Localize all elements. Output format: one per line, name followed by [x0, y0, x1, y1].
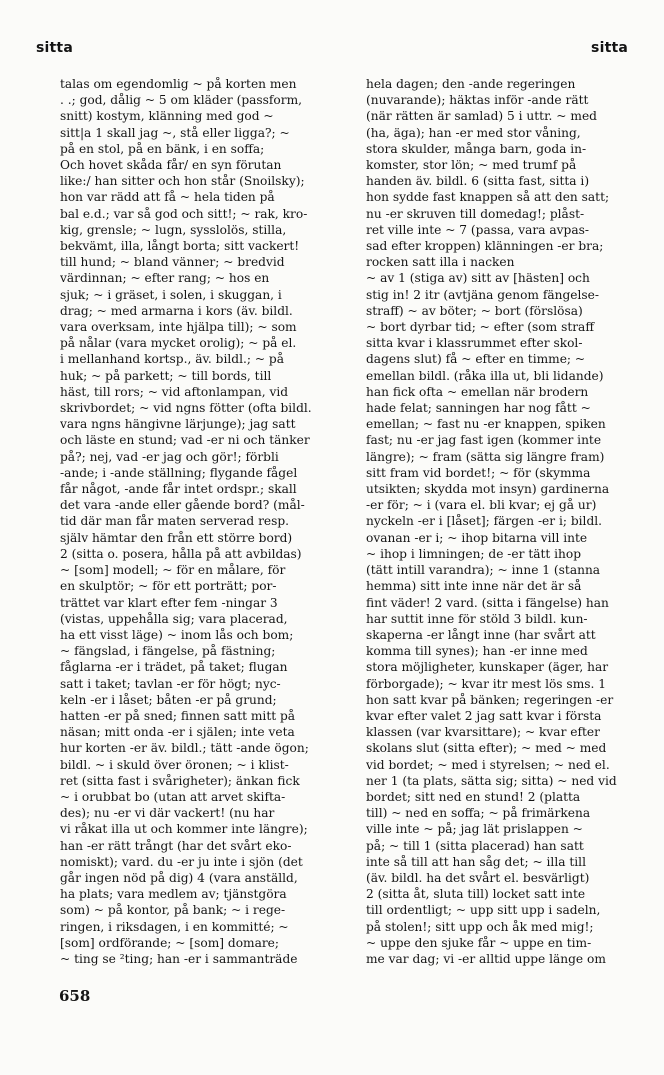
text-line: inte så till att han såg det; ~ illa till [366, 854, 586, 869]
text-line: hon satt kvar på bänken; regeringen -er [366, 692, 614, 707]
running-head-left: sitta [36, 40, 73, 56]
text-line: (vistas, uppehålla sig; vara placerad, [60, 611, 288, 626]
text-line: har suttit inne för stöld 3 bildl. kun- [366, 611, 588, 626]
text-line: ville inte ~ på; jag lät prislappen ~ [366, 822, 583, 837]
text-line: sitt|a 1 skall jag ~, stå eller ligga?; ~ [60, 125, 290, 140]
text-line: hur korten -er äv. bildl.; tätt -ande ögon; [60, 741, 309, 756]
text-line: häst, till rors; ~ vid aftonlampan, vid [60, 384, 289, 399]
text-line: bal e.d.; var så god och sitt!; ~ rak, kro- [60, 206, 308, 221]
text-line: drag; ~ med armarna i kors (äv. bildl. [60, 303, 293, 318]
left-column [60, 76, 332, 967]
text-line: vid bordet; ~ med i styrelsen; ~ ned el. [366, 757, 610, 772]
text-line: sjuk; ~ i gräset, i solen, i skuggan, i [60, 287, 282, 302]
text-line: och läste en stund; vad -er ni och tänker [60, 433, 310, 448]
text-line: skolans slut (sitta efter); ~ med ~ med [366, 741, 607, 756]
text-line: handen äv. bildl. 6 (sitta fast, sitta i) [366, 174, 590, 189]
text-line: en skulptör; ~ för ett porträtt; por- [60, 579, 277, 594]
text-line: stora skulder, många barn, goda in- [366, 141, 587, 156]
text-line: komma till synes); han -er inne med [366, 644, 588, 659]
text-line: emellan; ~ fast nu -er knappen, spiken [366, 417, 606, 432]
text-line: vara ngns hängivne lärjunge); jag satt [60, 417, 296, 432]
text-line: till) ~ ned en soffa; ~ på frimärkena [366, 806, 591, 821]
text-line: hemma) sitt inte inne när det är så [366, 579, 582, 594]
text-line: kig, grensle; ~ lugn, sysslolös, stilla, [60, 222, 287, 237]
text-line: (äv. bildl. ha det svårt el. besvärligt) [366, 870, 590, 885]
text-line: på nålar (vara mycket orolig); ~ på el. [60, 336, 297, 351]
text-line: på stolen!; sitt upp och åk med mig!; [366, 919, 594, 934]
text-line: -er för; ~ i (vara el. bli kvar; ej gå ur) [366, 498, 597, 513]
text-line: det vara -ande eller gående bord? (mål- [60, 498, 305, 513]
text-line: me var dag; vi -er alltid uppe länge om [366, 951, 606, 966]
text-line: ~ av 1 (stiga av) sitt av [hästen] och [366, 271, 590, 286]
text-line: skaperna -er långt inne (har svårt att [366, 627, 596, 642]
text-line: utsikten; skydda mot insyn) gardinerna [366, 482, 610, 497]
text-line: -ande; i -ande ställning; flygande fågel [60, 465, 298, 480]
text-line: dagens slut) få ~ efter en timme; ~ [366, 352, 586, 367]
text-line: på; ~ till 1 (sitta placerad) han satt [366, 838, 584, 853]
text-line: till hund; ~ bland vänner; ~ bredvid [60, 255, 285, 270]
text-line: keln -er i låset; båten -er på grund; [60, 692, 277, 707]
text-line: till ordentligt; ~ upp sitt upp i sadeln, [366, 903, 601, 918]
text-line: huk; ~ på parkett; ~ till bords, till [60, 368, 272, 383]
text-line: komster, stor lön; ~ med trumf på [366, 158, 577, 173]
text-line: (ha, äga); han -er med stor våning, [366, 125, 581, 140]
text-line: som) ~ på kontor, på bank; ~ i rege- [60, 903, 286, 918]
text-line: kvar efter valet 2 jag satt kvar i första [366, 708, 602, 723]
text-line: 2 (sitta o. posera, hålla på att avbildas) [60, 546, 302, 561]
text-line: des); nu -er vi där vackert! (nu har [60, 806, 275, 821]
text-line: bekvämt, illa, långt borta; sitt vackert! [60, 239, 300, 254]
text-line: like:/ han sitter och hon står (Snoilsky); [60, 174, 305, 189]
text-line: ~ [som] modell; ~ för en målare, för [60, 563, 286, 578]
text-line: sitt fram vid bordet!; ~ för (skymma [366, 465, 591, 480]
text-line: hatten -er på sned; finnen satt mitt på [60, 708, 296, 723]
text-line: ha plats; vara medlem av; tjänstgöra [60, 887, 287, 902]
text-line: ringen, i riksdagen, i en kommitté; ~ [60, 919, 289, 934]
text-line: längre); ~ fram (sätta sig längre fram) [366, 449, 605, 464]
text-line: ~ bort dyrbar tid; ~ efter (som straff [366, 320, 594, 335]
text-line: får något, -ande får intet ordspr.; skall [60, 482, 297, 497]
text-line: i mellanhand kortsp., äv. bildl.; ~ på [60, 352, 284, 367]
text-line: nomiskt); vard. du -er ju inte i sjön (det [60, 854, 303, 869]
text-line: hade felat; sanningen har nog fått ~ [366, 401, 591, 416]
text-line: förborgade); ~ kvar itr mest lös sms. 1 [366, 676, 607, 691]
text-line: trättet var klart efter fem -ningar 3 [60, 595, 278, 610]
text-line: näsan; mitt onda -er i själen; inte veta [60, 725, 295, 740]
running-head-right: sitta [591, 40, 628, 56]
text-line: vara overksam, inte hjälpa till); ~ som [60, 320, 297, 335]
text-line: på en stol, på en bänk, i en soffa; [60, 141, 265, 156]
text-line: ha ett visst läge) ~ inom lås och bom; [60, 627, 294, 642]
text-line: han -er rätt trångt (har det svårt eko- [60, 838, 292, 853]
text-line: tid där man får maten serverad resp. [60, 514, 290, 529]
text-line: sitta kvar i klassrummet efter skol- [366, 336, 583, 351]
text-line: (när rätten är samlad) 5 i uttr. ~ med [366, 109, 597, 124]
text-line: ~ uppe den sjuke får ~ uppe en tim- [366, 935, 592, 950]
page-number: 658 [59, 987, 91, 1005]
text-line: ret ville inte ~ 7 (passa, vara avpas- [366, 222, 589, 237]
text-line: nyckeln -er i [låset]; färgen -er i; bildl. [366, 514, 603, 529]
text-line: ret (sitta fast i svårigheter); änkan fick [60, 773, 300, 788]
text-line: ovanan -er i; ~ ihop bitarna vill inte [366, 530, 588, 545]
text-line: går ingen nöd på dig) 4 (vara anställd, [60, 870, 298, 885]
text-line: 2 (sitta åt, sluta till) locket satt inte [366, 887, 586, 902]
text-line: stig in! 2 itr (avtjäna genom fängelse- [366, 287, 599, 302]
text-line: ~ ihop i limningen; de -er tätt ihop [366, 546, 582, 561]
text-line: hon sydde fast knappen så att den satt; [366, 190, 610, 205]
text-line: på?; nej, vad -er jag och gör!; förbli [60, 449, 279, 464]
text-line: Och hovet skåda får/ en syn förutan [60, 158, 282, 173]
text-line: satt i taket; tavlan -er för högt; nyc- [60, 676, 281, 691]
text-line: rocken satt illa i nacken [366, 255, 515, 270]
text-line: hon var rädd att få ~ hela tiden på [60, 190, 275, 205]
text-line: stora möjligheter, kunskaper (äger, har [366, 660, 609, 675]
text-line: värdinnan; ~ efter rang; ~ hos en [60, 271, 270, 286]
text-line: ~ i orubbat bo (utan att arvet skifta- [60, 789, 286, 804]
text-line: fåglarna -er i trädet, på taket; flugan [60, 660, 288, 675]
text-line: fint väder! 2 vard. (sitta i fängelse) han [366, 595, 609, 610]
text-line: straff) ~ av böter; ~ bort (förslösa) [366, 303, 583, 318]
text-line: talas om egendomlig ~ på korten men [60, 77, 297, 91]
text-line: snitt) kostym, klänning med god ~ [60, 109, 274, 124]
text-line: emellan bildl. (råka illa ut, bli lidande) [366, 368, 604, 383]
text-line: [som] ordförande; ~ [som] domare; [60, 935, 280, 950]
text-line: han fick ofta ~ emellan när brodern [366, 384, 589, 399]
text-line: hela dagen; den -ande regeringen [366, 77, 576, 91]
text-line: skrivbordet; ~ vid ngns fötter (ofta bildl. [60, 401, 312, 416]
right-column [366, 76, 638, 967]
text-line: vi råkat illa ut och kommer inte längre); [60, 822, 308, 837]
text-line: . .; god, dålig ~ 5 om kläder (passform, [60, 93, 303, 108]
text-line: (tätt intill varandra); ~ inne 1 (stanna [366, 563, 601, 578]
text-line: ~ ting se ²ting; han -er i sammanträde [60, 951, 298, 966]
text-line: (nuvarande); häktas inför -ande rätt [366, 93, 589, 108]
text-line: fast; nu -er jag fast igen (kommer inte [366, 433, 602, 448]
text-line: ner 1 (ta plats, sätta sig; sitta) ~ ned vid [366, 773, 617, 788]
text-line: klassen (var kvarsittare); ~ kvar efter [366, 725, 600, 740]
text-line: ~ fängslad, i fängelse, på fästning; [60, 644, 276, 659]
text-line: bordet; sitt ned en stund! 2 (platta [366, 789, 581, 804]
text-line: sad efter kroppen) klänningen -er bra; [366, 239, 604, 254]
text-line: själv hämtar den från ett större bord) [60, 530, 293, 545]
text-line: nu -er skruven till domedag!; plåst- [366, 206, 585, 221]
text-line: bildl. ~ i skuld över öronen; ~ i klist- [60, 757, 289, 772]
